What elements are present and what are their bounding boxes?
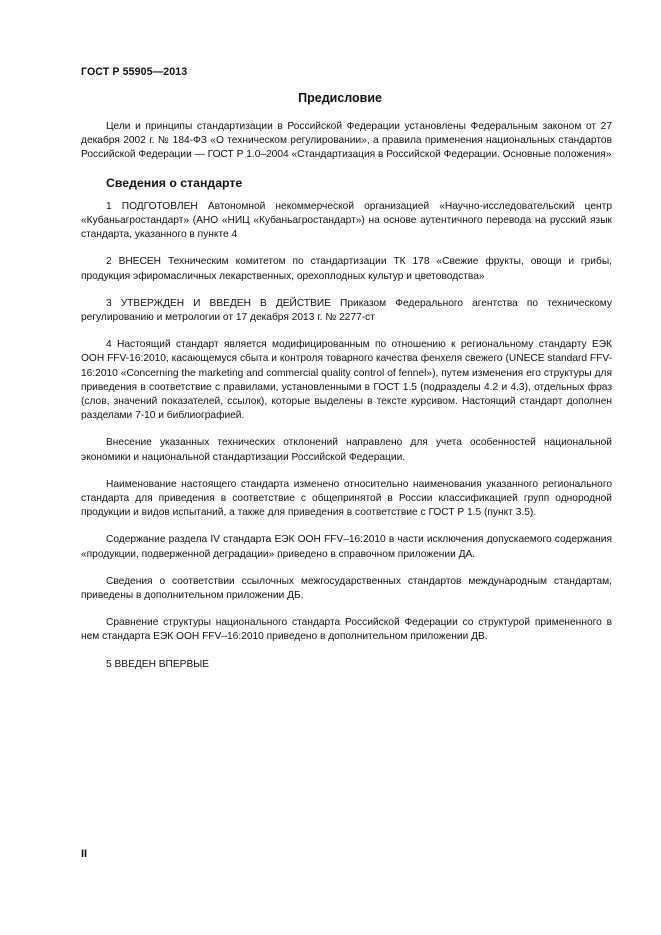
foreword-title-text: Предисловие <box>298 91 382 105</box>
page-number: II <box>81 848 88 860</box>
info-paragraph-submitted: 2 ВНЕСЕН Техническим комитетом по стандартизации ТК 178 «Свежие фрукты, овощи и грибы, продукция эфиромасличных лекарственных, орехоплодных культур и цветоводства» <box>81 256 612 282</box>
info-paragraph-first-introduced: 5 ВВЕДЕН ВПЕРВЫЕ <box>106 658 210 670</box>
document-code: ГОСТ Р 55905—2013 <box>81 66 188 78</box>
section-title-standard-info: Сведения о стандарте <box>106 175 243 190</box>
document-body <box>81 120 612 672</box>
info-paragraph-prepared: 1 ПОДГОТОВЛЕН Автономной некоммерческой организацией «Научно-исследовательский центр «Кубаньагростандарт» (АНО «НИЦ «Кубаньагростандарт») на основе аутентичного перевода на русский язык стандарта, указанного в пункте 4 <box>81 200 612 241</box>
foreword-title <box>81 91 612 105</box>
foreword-intro-paragraph: Цели и принципы стандартизации в Российской Федерации установлены Федеральным законом от 27 декабря 2002 г. № 184-ФЗ «О техническом регулировании», а правила применения национальных стандартов Российской Федерации — ГОСТ Р 1.0–2004 «Стандартизация в Российской Федерации. Основные положения» <box>81 121 612 161</box>
info-paragraph-modified: 4 Настоящий стандарт является модифицированным по отношению к региональному стандарту ЕЭК ООН FFV-16:2010, касающемуся сбыта и контроля товарного качества фенхеля свежего (UNECE standard FFV-16:2010 «Concerning the marketing and commercial quality control of fennel»), путем изменения его структуры для приведения в соответствие с правилами, установленными в ГОСТ 1.5 (подразделы 4.2 и 4.3), отдельных фраз (слов, значений показателей, ссылок), которые выделены в тексте курсивом. Настоящий стандарт дополнен разделами 7-10 и библиографией. <box>81 339 612 422</box>
info-paragraph-appendix-da: Содержание раздела IV стандарта ЕЭК ООН FFV–16:2010 в части исключения допускаемого содержания «продукции, подверженной деградации» приведено в справочном приложении ДА. <box>81 534 612 560</box>
info-paragraph-deviations: Внесение указанных технических отклонений направлено для учета особенностей национальной экономики и национальной стандартизации Российской Федерации. <box>81 437 612 463</box>
info-paragraph-appendix-dv: Сравнение структуры национального стандарта Российской Федерации со структурой примененного в нем стандарта ЕЭК ООН FFV–16:2010 приведено в дополнительном приложении ДВ. <box>81 617 612 643</box>
info-paragraph-appendix-db: Сведения о соответствии ссылочных межгосударственных стандартов международным стандартам, приведены в дополнительном приложении ДБ. <box>81 575 612 602</box>
info-paragraph-approved: 3 УТВЕРЖДЕН И ВВЕДЕН В ДЕЙСТВИЕ Приказом Федерального агентства по техническому регулированию и метрологии от 17 декабря 2013 г. № 2277-ст <box>81 297 612 324</box>
info-paragraph-name-change: Наименование настоящего стандарта изменено относительно наименования указанного регионального стандарта для приведения в соответствие с общепринятой в России классификацией групп однородной продукции и видов испытаний, а также для приведения в соответствие с ГОСТ Р 1.5 (пункт 3.5). <box>81 478 612 519</box>
